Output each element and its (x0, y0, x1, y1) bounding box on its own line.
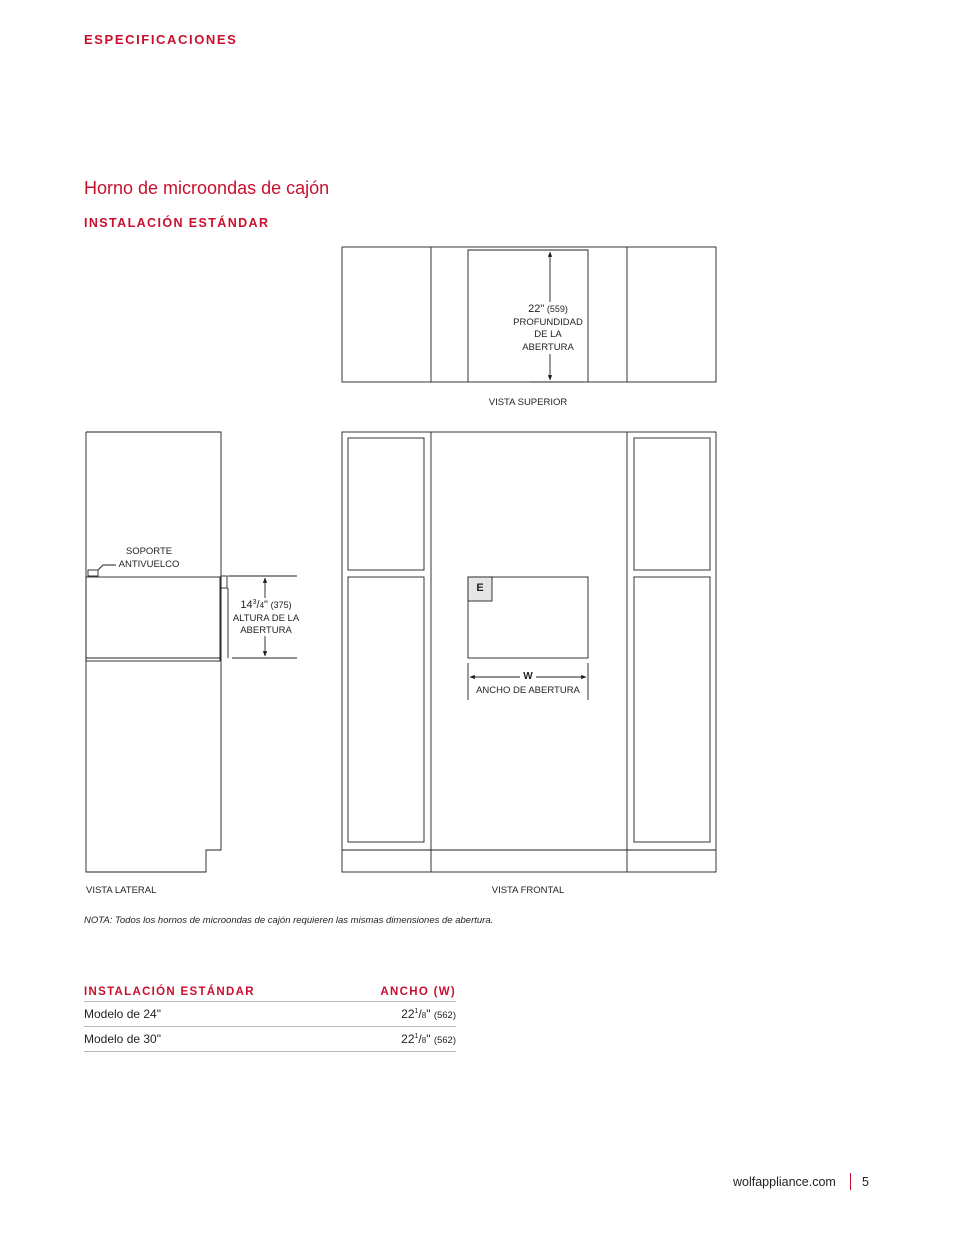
model-cell: Modelo de 24" (84, 1002, 342, 1027)
section-label: ESPECIFICACIONES (84, 32, 238, 47)
anti-tip-bracket-label: SOPORTE ANTIVUELCO (118, 546, 180, 570)
width-cell: $22^1/8$" (562) (342, 1002, 456, 1027)
depth-dimension-label: 22" (559) PROFUNDIDAD DE LA ABERTURA (513, 303, 583, 353)
width-cell: $22^1/8$" (562) (342, 1027, 456, 1052)
spec-table (84, 984, 456, 1052)
footer-site: wolfappliance.com (733, 1175, 836, 1189)
table-header-width: ANCHO (W) (342, 984, 456, 1002)
page-number: 5 (862, 1175, 869, 1189)
table-row (84, 1027, 456, 1052)
footer-separator (850, 1173, 851, 1190)
model-cell: Modelo de 30" (84, 1027, 342, 1052)
front-view-caption: VISTA FRONTAL (491, 885, 565, 896)
table-header-installation: INSTALACIÓN ESTÁNDAR (84, 984, 342, 1002)
side-view-caption: VISTA LATERAL (86, 885, 157, 896)
width-letter: W (523, 671, 533, 682)
top-view-caption: VISTA SUPERIOR (488, 397, 568, 408)
front-view-drawing (342, 432, 716, 872)
page-title: Horno de microondas de cajón (84, 178, 330, 198)
side-view-drawing (86, 432, 297, 872)
opening-marker-e: E (476, 582, 484, 594)
table-row (84, 1002, 456, 1027)
width-dimension-label: ANCHO DE ABERTURA (476, 685, 580, 696)
note-text: NOTA: Todos los hornos de microondas de cajón requieren las mismas dimensiones de abertura. (84, 915, 494, 926)
installation-subtitle: INSTALACIÓN ESTÁNDAR (84, 216, 270, 230)
height-dimension-label: $14^3/4$" (375) ALTURA DE LA ABERTURA (232, 599, 300, 637)
